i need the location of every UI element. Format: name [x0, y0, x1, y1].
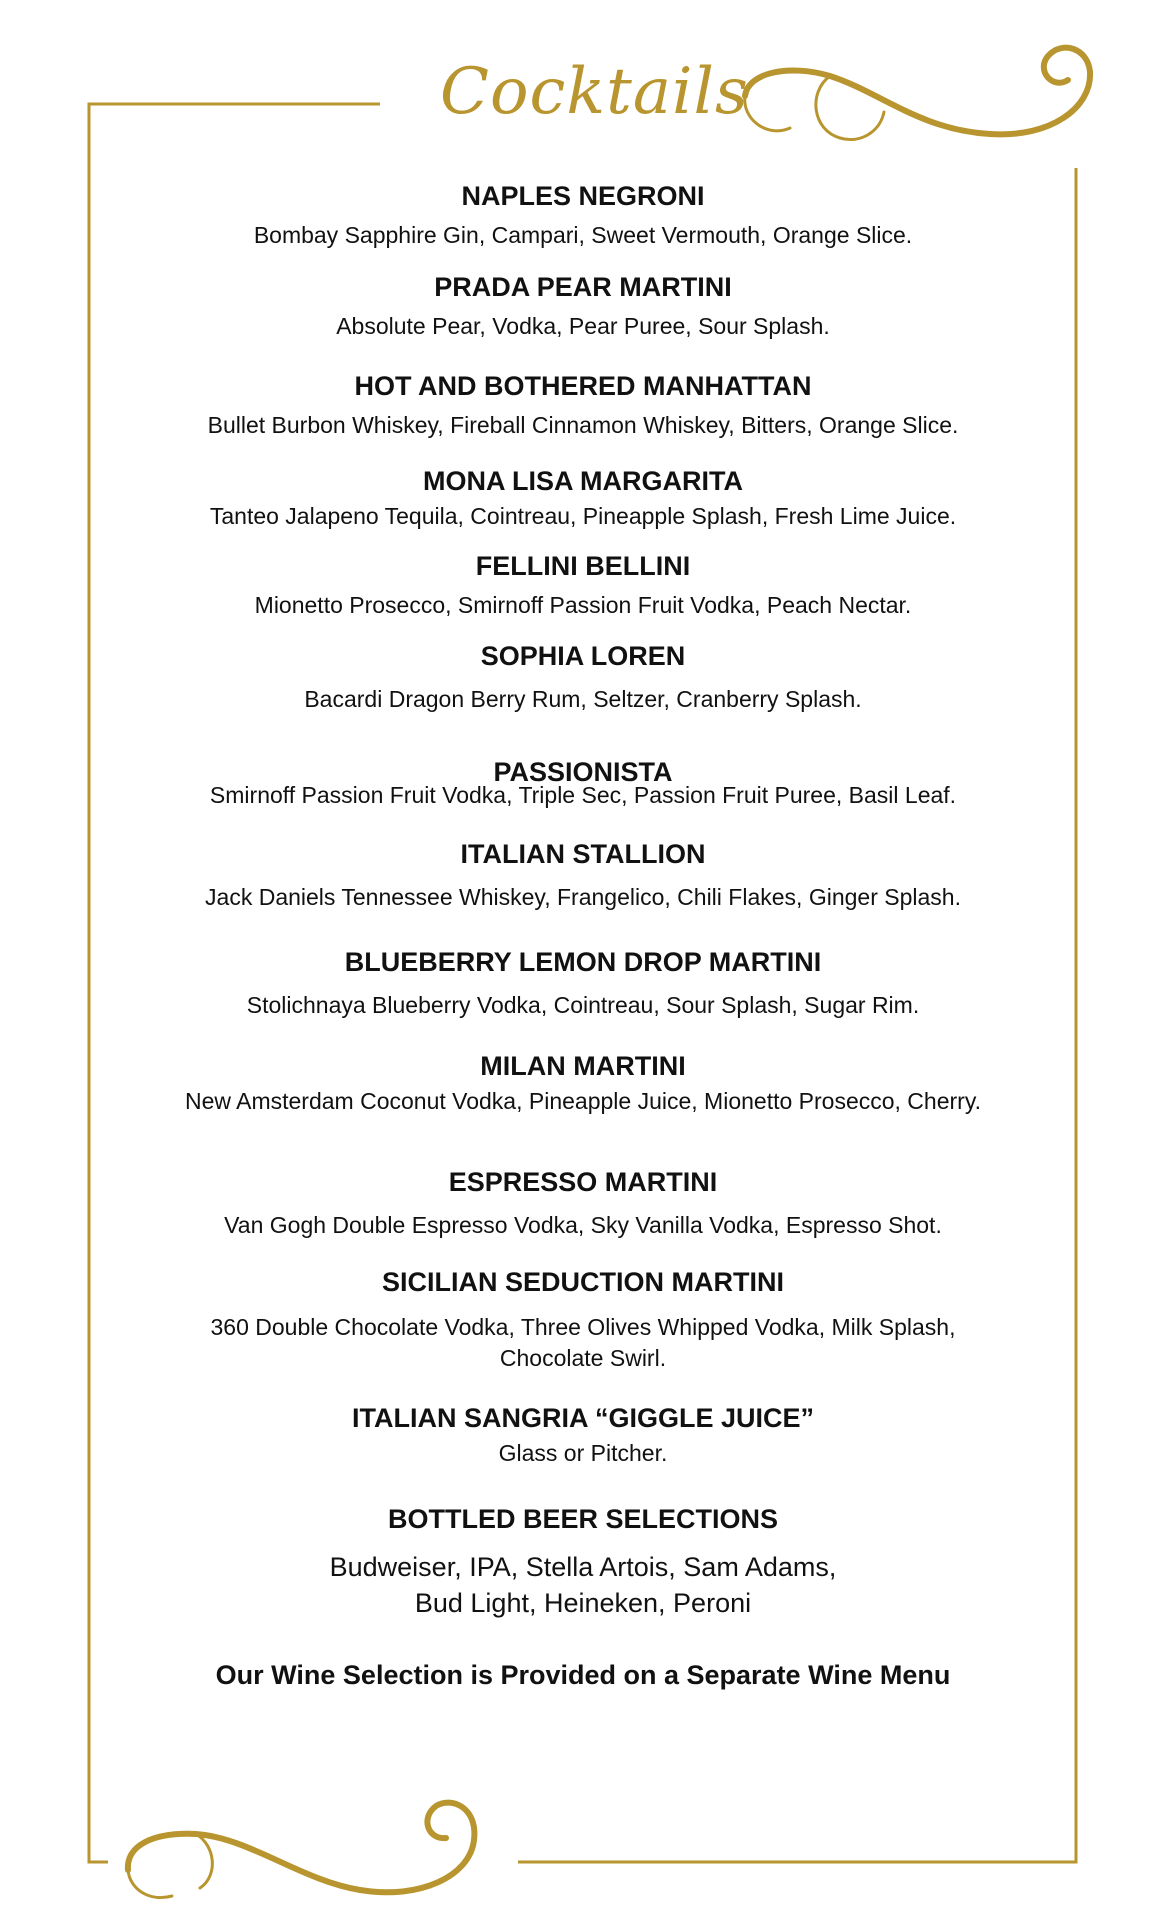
item-name: ESPRESSO MARTINI	[448, 1167, 718, 1197]
menu-item	[130, 948, 1036, 1021]
item-name: BLUEBERRY LEMON DROP MARTINI	[344, 947, 822, 977]
item-description: Stolichnaya Blueberry Vodka, Cointreau, Sour Splash, Sugar Rim.	[246, 991, 920, 1018]
item-description: 360 Double Chocolate Vodka, Three Olives Whipped Vodka, Milk Splash,	[210, 1313, 956, 1340]
item-description: Bombay Sapphire Gin, Campari, Sweet Vermouth, Orange Slice.	[253, 221, 913, 248]
item-name: NAPLES NEGRONI	[461, 181, 705, 211]
item-name: FELLINI BELLINI	[475, 551, 691, 581]
item-name: MILAN MARTINI	[480, 1051, 686, 1081]
item-name: ITALIAN STALLION	[460, 839, 706, 869]
item-description: Jack Daniels Tennessee Whiskey, Frangelico, Chili Flakes, Ginger Splash.	[205, 883, 961, 910]
item-name: PASSIONISTA	[493, 757, 673, 787]
item-name: ITALIAN SANGRIA “GIGGLE JUICE”	[351, 1403, 815, 1433]
item-description: Mionetto Prosecco, Smirnoff Passion Fruit Vodka, Peach Nectar.	[254, 591, 912, 618]
item-name: SOPHIA LOREN	[480, 641, 686, 671]
menu-item	[130, 1168, 1036, 1241]
item-name: PRADA PEAR MARTINI	[434, 272, 732, 302]
item-description: Chocolate Swirl.	[499, 1344, 667, 1371]
item-name: BOTTLED BEER SELECTIONS	[387, 1504, 779, 1534]
item-name: HOT AND BOTHERED MANHATTAN	[354, 371, 812, 401]
item-description: Smirnoff Passion Fruit Vodka, Triple Sec, Passion Fruit Puree, Basil Leaf.	[209, 781, 957, 808]
menu-item	[130, 273, 1036, 342]
menu-item	[130, 1268, 1036, 1374]
menu-item	[130, 1505, 1036, 1622]
top-right-flourish-inner	[745, 76, 884, 140]
footer-note: Our Wine Selection is Provided on a Separate Wine Menu	[215, 1660, 951, 1690]
page-title: Cocktails	[440, 55, 749, 129]
menu-item	[130, 182, 1036, 251]
menu-item	[130, 467, 1036, 532]
bottom-left-flourish	[128, 1803, 475, 1893]
top-right-flourish	[745, 48, 1090, 135]
menu-item	[130, 1052, 1036, 1117]
menu-item	[130, 758, 1036, 811]
item-description: Bud Light, Heineken, Peroni	[414, 1588, 752, 1619]
item-description: New Amsterdam Coconut Vodka, Pineapple Juice, Mionetto Prosecco, Cherry.	[184, 1087, 981, 1114]
item-description: Tanteo Jalapeno Tequila, Cointreau, Pineapple Splash, Fresh Lime Juice.	[209, 502, 957, 529]
item-description: Van Gogh Double Espresso Vodka, Sky Vanilla Vodka, Espresso Shot.	[224, 1211, 942, 1238]
item-description: Glass or Pitcher.	[498, 1439, 668, 1466]
item-description: Bullet Burbon Whiskey, Fireball Cinnamon Whiskey, Bitters, Orange Slice.	[207, 411, 959, 438]
menu-item	[130, 372, 1036, 441]
item-name: SICILIAN SEDUCTION MARTINI	[382, 1267, 784, 1297]
item-name: MONA LISA MARGARITA	[423, 466, 743, 496]
menu-item	[130, 642, 1036, 715]
menu-item	[130, 552, 1036, 621]
menu-item	[130, 840, 1036, 913]
menu-item	[130, 1404, 1036, 1469]
frame-left-line	[89, 680, 108, 1862]
item-description: Absolute Pear, Vodka, Pear Puree, Sour Splash.	[336, 312, 830, 339]
item-description: Budweiser, IPA, Stella Artois, Sam Adams,	[329, 1551, 837, 1582]
item-description: Bacardi Dragon Berry Rum, Seltzer, Cranberry Splash.	[304, 685, 862, 712]
